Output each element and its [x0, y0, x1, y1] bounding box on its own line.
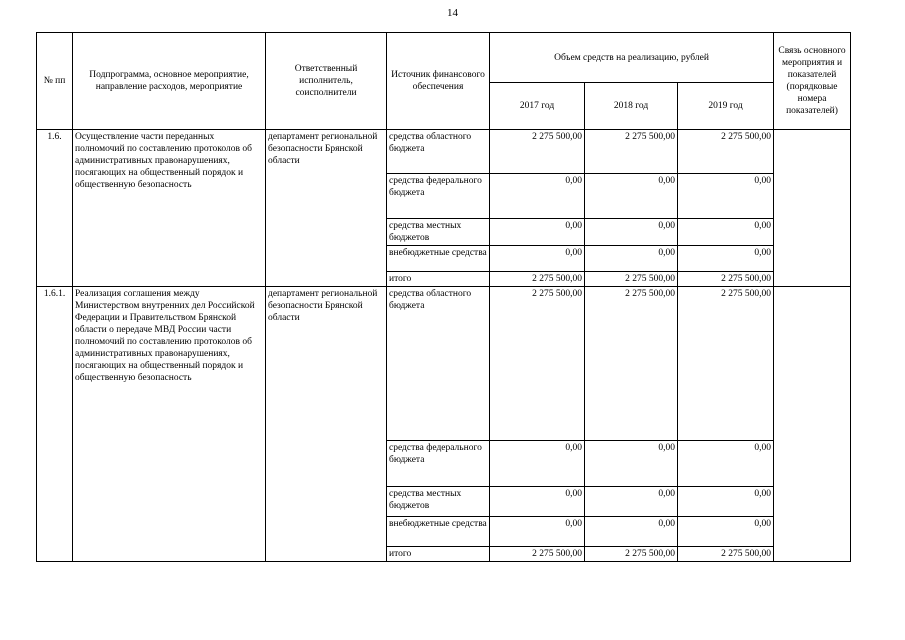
header-num: № пп: [37, 33, 73, 130]
header-year-2019: 2019 год: [678, 83, 774, 130]
value-2018: 0,00: [585, 441, 678, 487]
value-2019: 0,00: [678, 246, 774, 272]
row-number: 1.6.: [37, 130, 73, 287]
funding-source-total: итого: [387, 547, 490, 562]
funding-source: средства областного бюджета: [387, 130, 490, 174]
header-responsible: Ответственный исполнитель, соисполнители: [266, 33, 387, 130]
value-2017: 0,00: [490, 219, 585, 246]
value-2019: 0,00: [678, 219, 774, 246]
value-2017: 0,00: [490, 487, 585, 517]
total-2019: 2 275 500,00: [678, 547, 774, 562]
value-2017: 0,00: [490, 174, 585, 219]
total-2017: 2 275 500,00: [490, 272, 585, 287]
header-volume: Объем средств на реализацию, рублей: [490, 33, 774, 83]
row-number: 1.6.1.: [37, 287, 73, 562]
funding-source: внебюджетные средства: [387, 246, 490, 272]
header-link: Связь основного мероприятия и показателей (порядковые номера показателей): [774, 33, 851, 130]
value-2019: 0,00: [678, 441, 774, 487]
value-2017: 0,00: [490, 517, 585, 547]
funding-source: средства федерального бюджета: [387, 174, 490, 219]
value-2017: 0,00: [490, 246, 585, 272]
total-2018: 2 275 500,00: [585, 547, 678, 562]
value-2017: 0,00: [490, 441, 585, 487]
funding-source: средства местных бюджетов: [387, 219, 490, 246]
total-2019: 2 275 500,00: [678, 272, 774, 287]
responsible-executor: департамент региональной безопасности Брянской области: [266, 287, 387, 562]
table-row: [37, 130, 851, 174]
value-2018: 0,00: [585, 246, 678, 272]
value-2017: 2 275 500,00: [490, 287, 585, 441]
value-2018: 2 275 500,00: [585, 130, 678, 174]
table-row: [37, 287, 851, 441]
value-2018: 0,00: [585, 487, 678, 517]
value-2019: 0,00: [678, 174, 774, 219]
funding-source: внебюджетные средства: [387, 517, 490, 547]
value-2018: 0,00: [585, 517, 678, 547]
header-program: Подпрограмма, основное мероприятие, направление расходов, мероприятие: [73, 33, 266, 130]
header-year-2017: 2017 год: [490, 83, 585, 130]
total-2018: 2 275 500,00: [585, 272, 678, 287]
page-number: 14: [447, 7, 458, 19]
indicator-link: [774, 130, 851, 287]
value-2019: 2 275 500,00: [678, 287, 774, 441]
funding-source: средства местных бюджетов: [387, 487, 490, 517]
value-2019: 0,00: [678, 487, 774, 517]
budget-table: [36, 32, 851, 562]
header-source: Источник финансового обеспечения: [387, 33, 490, 130]
program-name: Реализация соглашения между Министерством внутренних дел Российской Федерации и Правительством Брянской области о передаче МВД России части полномочий по составлению протоколов об административных правонарушениях, посягающих на общественный порядок и общественную безопасность: [73, 287, 266, 562]
funding-source-total: итого: [387, 272, 490, 287]
value-2019: 0,00: [678, 517, 774, 547]
indicator-link: [774, 287, 851, 562]
value-2017: 2 275 500,00: [490, 130, 585, 174]
value-2018: 2 275 500,00: [585, 287, 678, 441]
header-year-2018: 2018 год: [585, 83, 678, 130]
value-2019: 2 275 500,00: [678, 130, 774, 174]
funding-source: средства федерального бюджета: [387, 441, 490, 487]
responsible-executor: департамент региональной безопасности Брянской области: [266, 130, 387, 287]
program-name: Осуществление части переданных полномочий по составлению протоколов об административных правонарушениях, посягающих на общественный порядок и общественную безопасность: [73, 130, 266, 287]
value-2018: 0,00: [585, 219, 678, 246]
value-2018: 0,00: [585, 174, 678, 219]
funding-source: средства областного бюджета: [387, 287, 490, 441]
total-2017: 2 275 500,00: [490, 547, 585, 562]
